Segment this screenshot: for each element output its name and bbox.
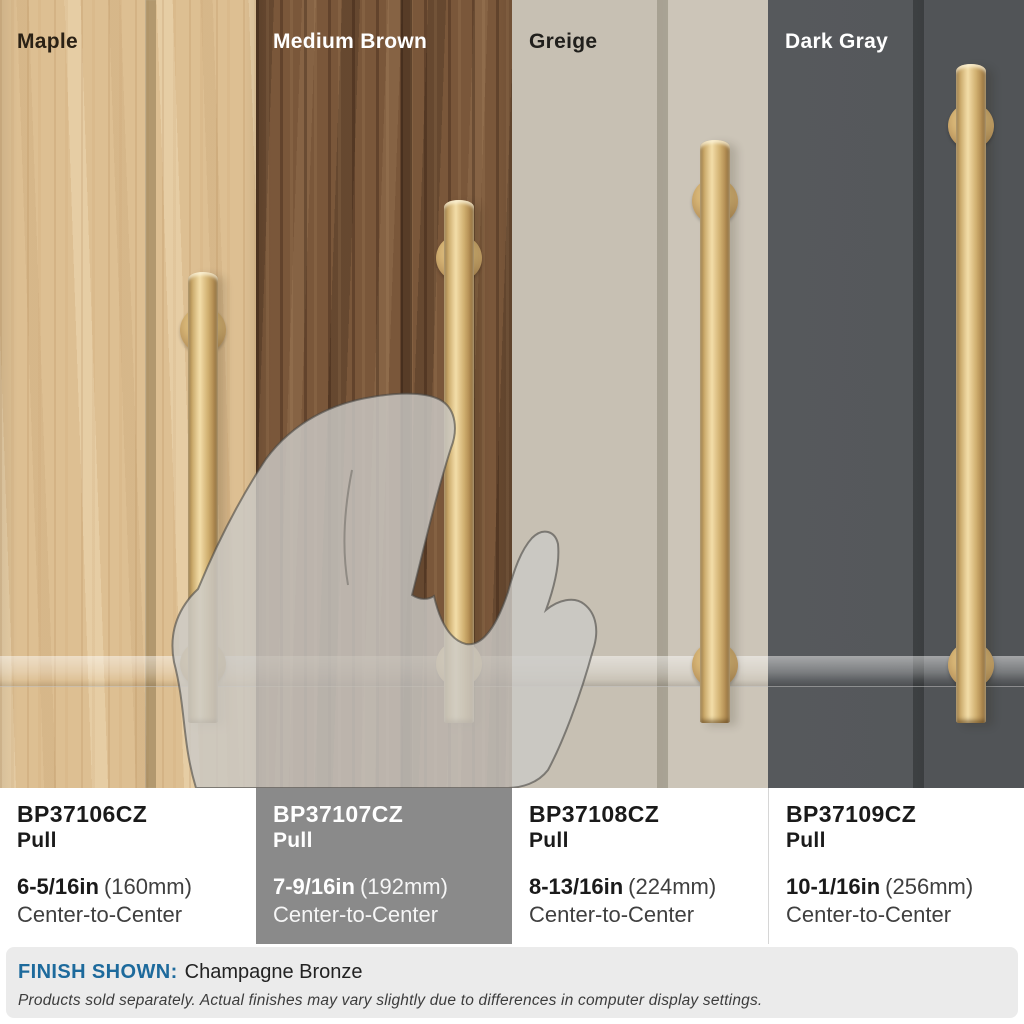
finish-label: Maple [17,30,79,53]
finish-shown-line [18,959,1006,985]
spec-sku: BP37108CZ [529,801,660,827]
finish-shown-value: Champagne Bronze [184,961,363,983]
spec-size [17,873,242,901]
spec-size-imperial: 8-13/16in [529,874,624,900]
spec-product-type: Pull [786,829,826,853]
finish-label: Greige [529,30,598,53]
spec-card-4 [768,788,1024,944]
finish-shown-label: FINISH SHOWN: [18,961,178,983]
spec-product-type: Pull [529,829,569,853]
spec-mounting: Center-to-Center [786,901,952,927]
spec-size [529,873,754,901]
spec-mounting: Center-to-Center [17,901,183,927]
hand-silhouette [60,392,620,788]
pull-bar [956,64,986,723]
spec-card-3 [512,788,768,944]
spec-mounting: Center-to-Center [273,901,439,927]
disclaimer-text: Products sold separately. Actual finishes may vary slightly due to differences in computer display settings. [18,992,763,1009]
spec-mounting: Center-to-Center [529,901,695,927]
spec-size-imperial: 7-9/16in [273,874,355,900]
spec-size [273,873,498,901]
spec-card-2 [256,788,512,944]
pull-bar [700,140,730,723]
spec-size-metric: (224mm) [628,874,717,900]
spec-size-metric: (160mm) [103,874,192,900]
finish-label: Medium Brown [273,30,428,53]
spec-sku: BP37107CZ [273,801,404,827]
spec-size-imperial: 6-5/16in [17,874,99,900]
spec-sku: BP37106CZ [17,801,148,827]
spec-size-imperial: 10-1/16in [786,874,881,900]
spec-size-metric: (192mm) [359,874,448,900]
spec-size [786,873,1010,901]
footer-bar [6,947,1018,1018]
spec-product-type: Pull [17,829,57,853]
spec-product-type: Pull [273,829,313,853]
spec-size-metric: (256mm) [885,874,974,900]
spec-card-row [0,788,1024,944]
finish-label: Dark Gray [785,30,889,53]
spec-sku: BP37109CZ [786,801,917,827]
spec-card-1 [0,788,256,944]
